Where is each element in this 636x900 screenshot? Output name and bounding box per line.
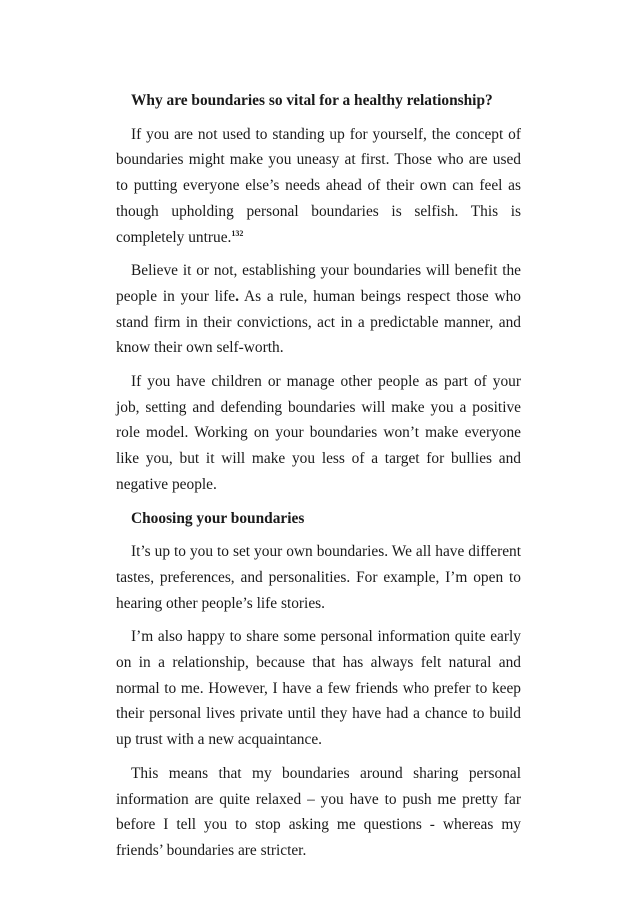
section-heading-boundaries-vital: Why are boundaries so vital for a healthy relationship?: [131, 92, 493, 109]
paragraph-relaxed-boundaries: This means that my boundaries around sharing personal information are quite relaxed – you have to push me pretty far before I tell you to stop asking me questions - whereas my friends’ boundaries are stricter.: [116, 764, 521, 859]
paragraph-text: Believe it or not, establishing your boundaries will benefit the people in your life: [116, 262, 521, 305]
paragraph-share-personal-info: I’m also happy to share some personal information quite early on in a relationship, because that has always felt natural and normal to me. However, I have a few friends who prefer to keep their personal lives private until they have had a chance to build up trust with a new acquaintance.: [116, 628, 521, 749]
paragraph-set-own-boundaries: It’s up to you to set your own boundaries. We all have different tastes, preferences, and personalities. For example, I’m open to hearing other people’s life stories.: [116, 543, 521, 612]
document-page: [116, 88, 521, 872]
paragraph-role-model: If you have children or manage other people as part of your job, setting and defending boundaries will make you a positive role model. Working on your boundaries won’t make everyone like you, but it will make you less of a target for bullies and negative people.: [116, 373, 521, 493]
paragraph-text-continued: As a rule, human beings respect those who stand firm in their convictions, act in a predictable manner, and know their own self-worth.: [116, 287, 521, 357]
paragraph-text: If you are not used to standing up for yourself, the concept of boundaries might make you uneasy at first. Those who are used to putting everyone else’s needs ahead of their own can feel as though upholding personal boundaries is selfish. This is completely untrue.: [116, 125, 521, 246]
section-heading-choosing-boundaries: Choosing your boundaries: [131, 509, 305, 527]
footnote-reference[interactable]: 132: [231, 228, 244, 238]
bold-period: .: [235, 287, 240, 305]
paragraph-benefit-people: [116, 258, 521, 361]
paragraph-standing-up: [116, 122, 521, 251]
